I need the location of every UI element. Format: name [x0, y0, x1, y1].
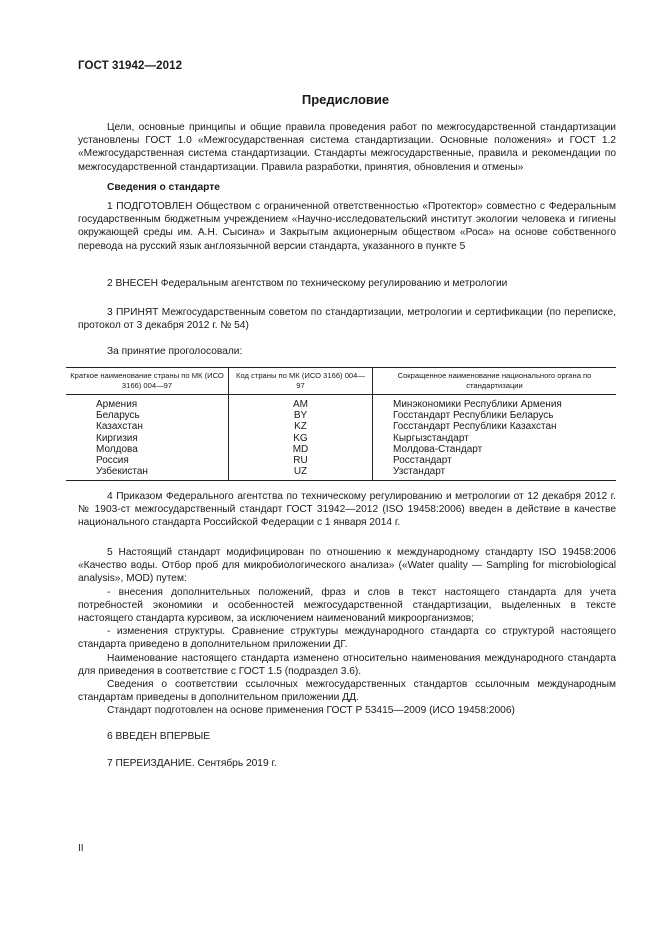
table-row: [66, 421, 616, 432]
standards-body: Госстандарт Республики Беларусь: [373, 410, 617, 421]
item-3: [78, 306, 616, 332]
item-6: [78, 730, 616, 743]
table-header-code: Код страны по МК (ИСО 3166) 004—97: [229, 368, 373, 395]
standards-body: Молдова-Стандарт: [373, 444, 617, 455]
country-code: KZ: [229, 421, 373, 432]
item-5: [78, 546, 616, 718]
table-row: [66, 455, 616, 466]
country-name: Беларусь: [96, 410, 140, 422]
vote-label-block: [78, 345, 616, 358]
vote-label: За принятие проголосовали:: [107, 346, 243, 357]
country-code: MD: [229, 444, 373, 455]
item-5-references: Сведения о соответствии ссылочных межгосударственных стандартов ссылочным международным стандартам приведены в дополнительном приложении ДД.: [78, 679, 616, 704]
standards-body: Госстандарт Республики Казахстан: [373, 421, 617, 432]
item-7-text: 7 ПЕРЕИЗДАНИЕ. Сентябрь 2019 г.: [107, 758, 277, 769]
country-code: AM: [229, 395, 373, 411]
table-row: [66, 466, 616, 481]
country-name: Узбекистан: [66, 466, 229, 481]
page-title: Предисловие: [301, 92, 390, 107]
country-name: Киргизия: [96, 432, 138, 444]
intro-paragraph: [78, 121, 616, 174]
table-row: [66, 395, 616, 411]
voting-table: [66, 367, 616, 481]
page-number: II: [78, 843, 84, 854]
section-heading-block: [78, 181, 616, 194]
item-7: [78, 757, 616, 770]
item-4: [78, 490, 616, 530]
table-row: [66, 410, 616, 421]
standards-body: Минэкономики Республики Армения: [373, 395, 617, 411]
item-5-intro: 5 Настоящий стандарт модифицирован по отношению к международному стандарту ISO 19458:2006 «Качество воды. Отбор проб для микробиологического анализа» («Water quality — Sampling for microbiological analysis», MOD) путем:: [78, 547, 616, 585]
item-1-text: 1 ПОДГОТОВЛЕН Обществом с ограниченной ответственностью «Протектор» совместно с Федеральным государственным бюджетным учреждением «Научно-исследовательский институт экологии человека и гигиены окружающей среды им. А.Н. Сысина» и Закрытым акционерным обществом «Роса» на основе собственного перевода на русский язык англоязычной версии стандарта, указанного в пункте 5: [78, 201, 616, 252]
table-header-country: Краткое наименование страны по МК (ИСО 3166) 004—97: [66, 368, 229, 395]
item-2: [78, 277, 616, 290]
standards-body: Узстандарт: [373, 466, 617, 481]
item-3-text: 3 ПРИНЯТ Межгосударственным советом по стандартизации, метрологии и сертификации (по переписке, протокол от 3 декабря 2012 г. № 54): [78, 307, 616, 332]
standards-body: Кыргызстандарт: [373, 433, 617, 444]
country-name: Россия: [96, 455, 129, 467]
country-name: Армения: [96, 399, 138, 410]
item-5-bullet-1: - внесения дополнительных положений, фраз и слов в текст настоящего стандарта для учета потребностей экономики и особенностей межгосударственной стандартизации, выделенных в тексте настоящего стандарта курсивом, за исключением наименований микроорганизмов;: [78, 586, 616, 625]
country-code: UZ: [229, 466, 373, 481]
document-code: ГОСТ 31942—2012: [78, 60, 183, 72]
item-2-text: 2 ВНЕСЕН Федеральным агентством по техническому регулированию и метрологии: [107, 278, 508, 289]
country-name: Казахстан: [96, 421, 143, 433]
table-header-body: Сокращенное наименование национального органа по стандартизации: [373, 368, 617, 395]
standards-body: Росстандарт: [373, 455, 617, 466]
table-header-row: [66, 368, 616, 395]
table-row: [66, 444, 616, 455]
intro-text: Цели, основные принципы и общие правила проведения работ по межгосударственной стандартизации установлены ГОСТ 1.0 «Межгосударственная система стандартизации. Основные положения» и ГОСТ 1.2 «Межгосударственная система стандартизации. Стандарты межгосударственные, правила и рекомендации по межгосударственной стандартизации. Правила разработки, принятия, обновления и отмены»: [78, 122, 616, 173]
item-5-basis: Стандарт подготовлен на основе применения ГОСТ Р 53415—2009 (ИСО 19458:2006): [107, 705, 515, 717]
country-code: BY: [229, 410, 373, 421]
item-5-name-change: Наименование настоящего стандарта изменено относительно наименования международного стандарта для приведения в соответствие с ГОСТ 1.5 (подраздел 3.6).: [78, 652, 616, 677]
item-1: [78, 200, 616, 253]
item-5-bullet-2: - изменения структуры. Сравнение структуры международного стандарта со структурой настоящего стандарта приведено в дополнительном приложении ДГ.: [78, 626, 616, 651]
item-6-text: 6 ВВЕДЕН ВПЕРВЫЕ: [107, 731, 211, 742]
country-name: Молдова: [96, 443, 138, 455]
table-row: [66, 433, 616, 444]
item-4-text: 4 Приказом Федерального агентства по техническому регулированию и метрологии от 12 декабря 2012 г. № 1903-ст межгосударственный стандарт ГОСТ 31942—2012 (ISO 19458:2006) введен в действие в качестве национального стандарта Российской Федерации с 1 января 2014 г.: [78, 491, 616, 529]
country-code: RU: [229, 455, 373, 466]
country-code: KG: [229, 433, 373, 444]
section-heading: Сведения о стандарте: [107, 182, 220, 193]
